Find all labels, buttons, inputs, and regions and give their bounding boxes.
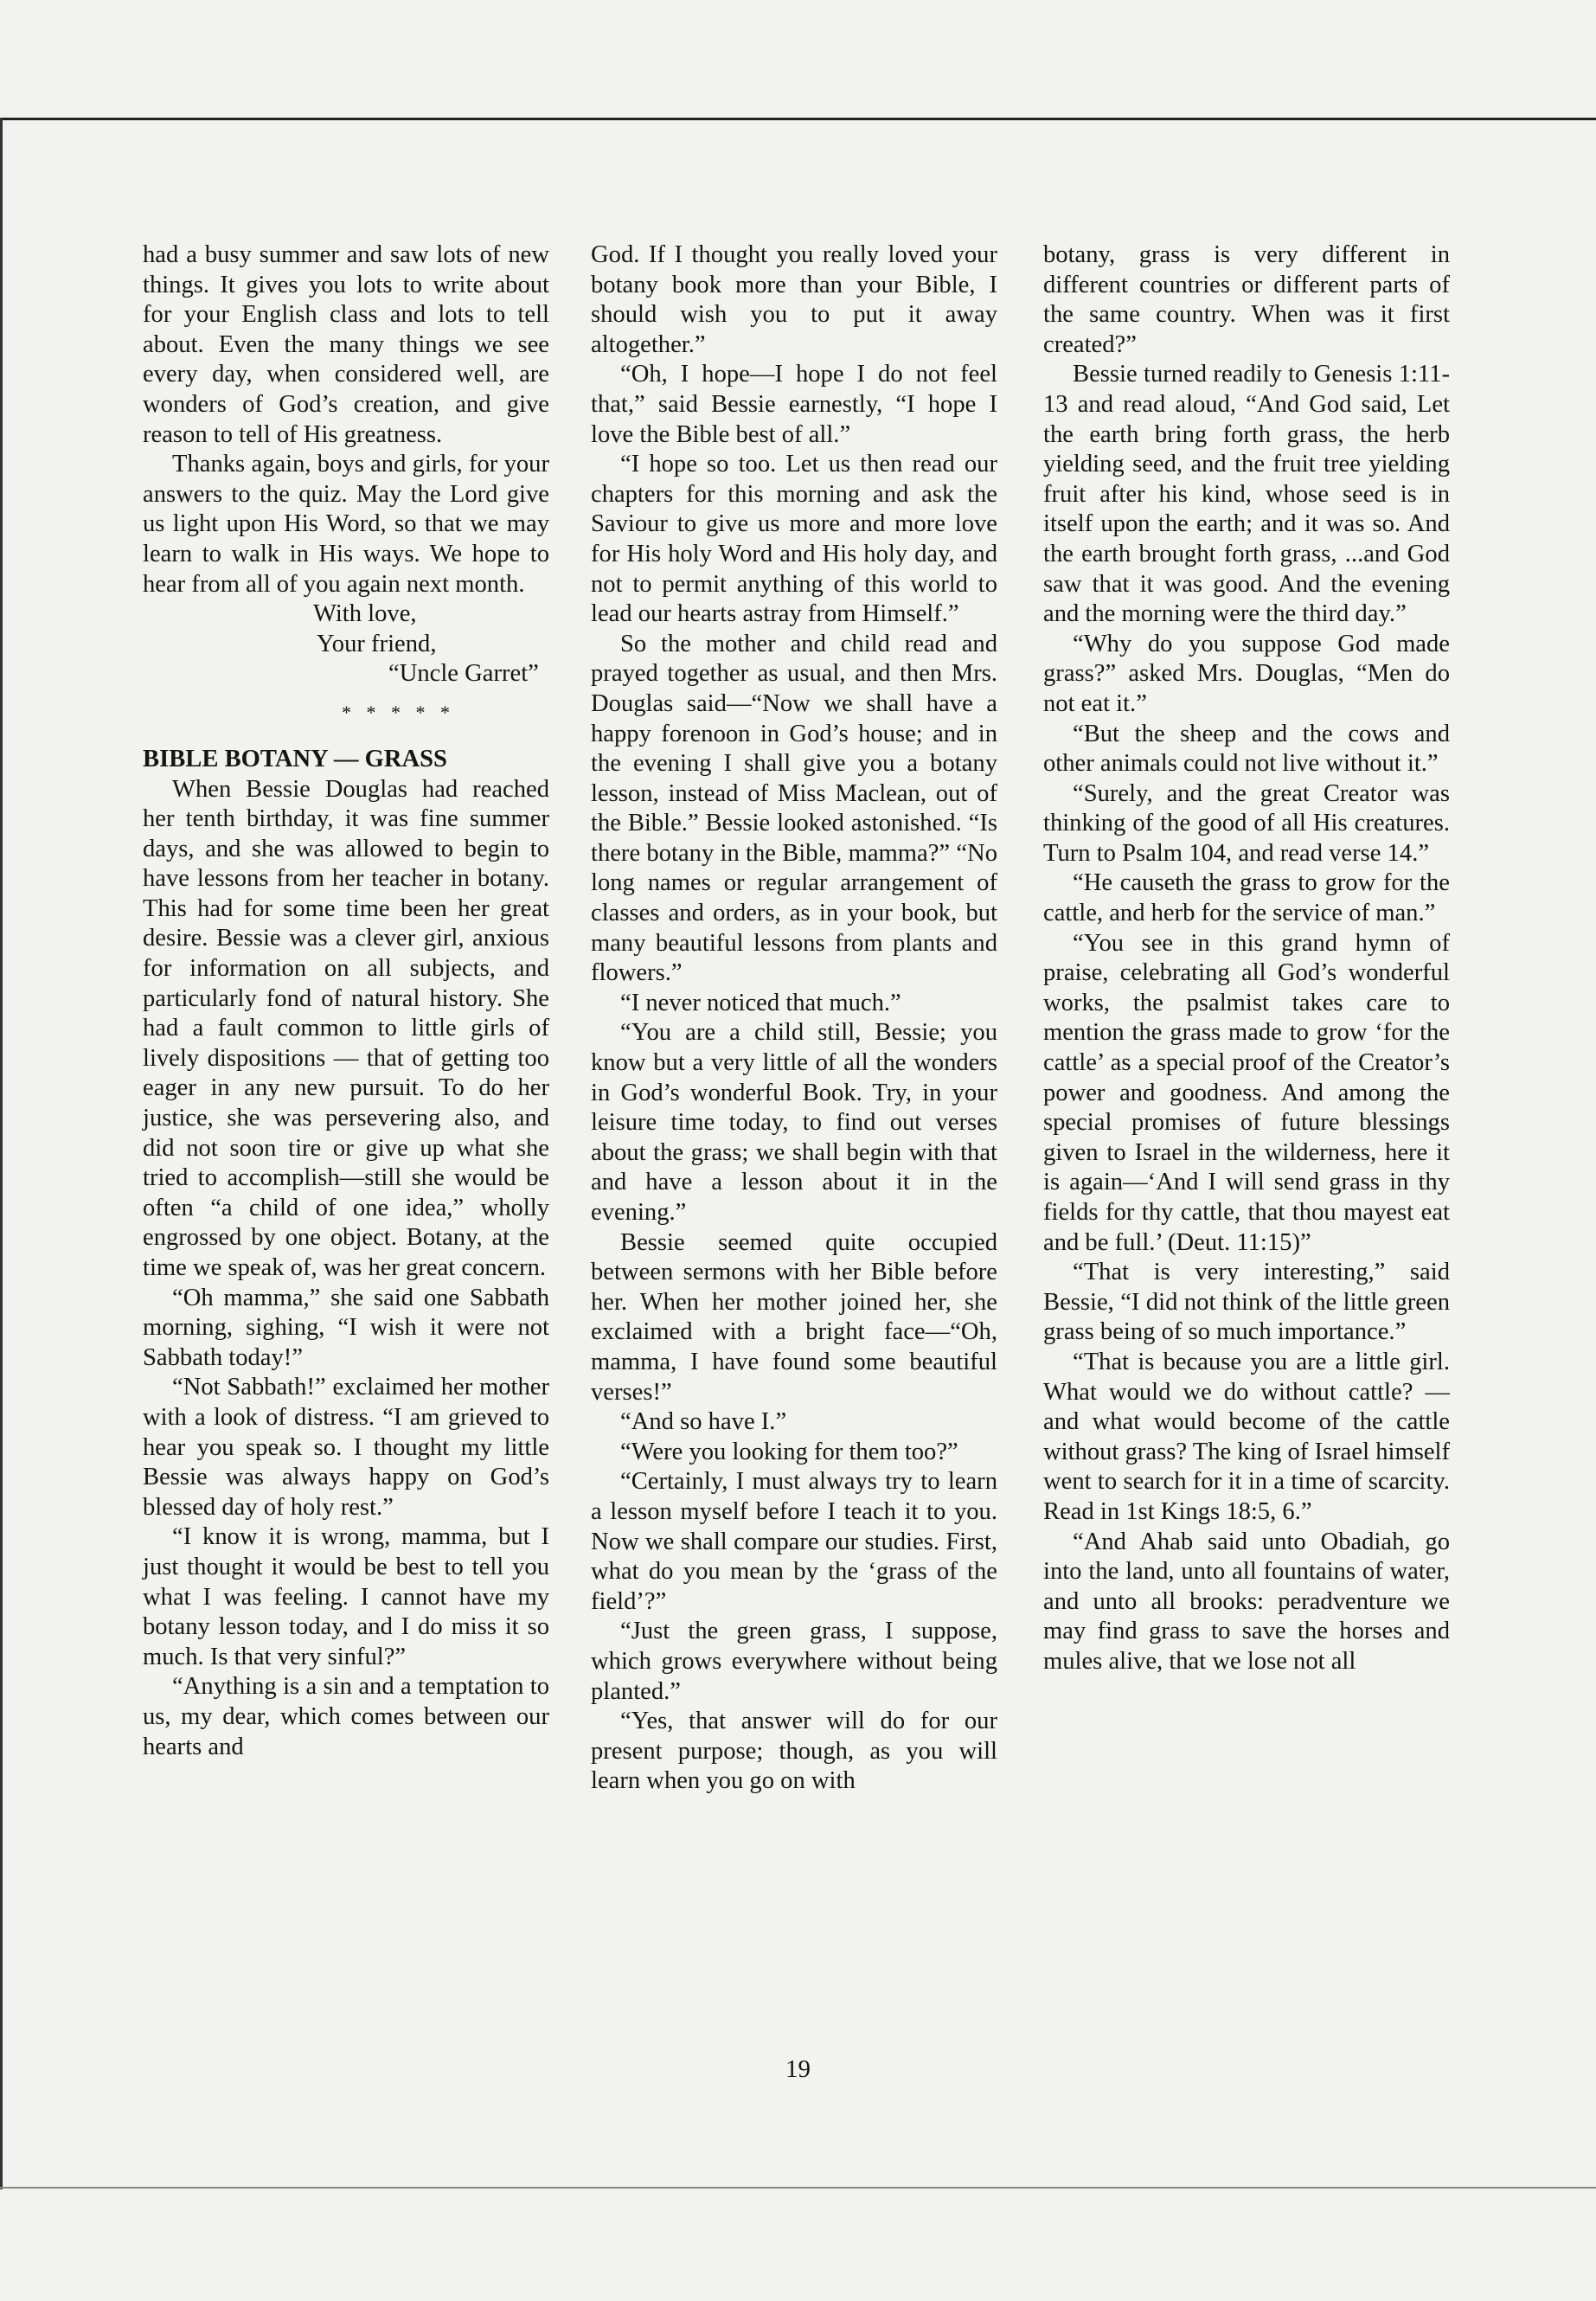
paragraph: God. If I thought you really loved your botany book more than your Bible, I should wish you to put it away altogether.”	[591, 241, 997, 358]
paragraph: Bessie seemed quite occupied between sermons with her Bible before her. When her mother joined her, she exclaimed with a bright face—“Oh, mamma, I have found some beautiful verses!”	[591, 1228, 997, 1406]
paragraph: “I know it is wrong, mamma, but I just thought it would be best to tell you what I was feeling. I cannot have my botany lesson today, and I do miss it so much. Is that very sinful?”	[143, 1523, 549, 1670]
text-column-1	[143, 240, 549, 1762]
page-edge-bottom	[0, 2187, 1596, 2189]
signoff-love: With love,	[313, 600, 417, 628]
paragraph: “Yes, that answer will do for our present purpose; though, as you will learn when you go on with	[591, 1708, 997, 1795]
page-edge-top	[0, 118, 1596, 120]
paragraph: “Oh mamma,” she said one Sabbath morning, sighing, “I wish it were not Sabbath today!”	[143, 1284, 549, 1371]
paragraph: “Were you looking for them too?”	[620, 1438, 958, 1465]
section-divider: * * * * *	[342, 701, 455, 723]
paragraph: “Anything is a sin and a temptation to us, my dear, which comes between our hearts and	[143, 1673, 549, 1760]
paragraph: So the mother and child read and prayed together as usual, and then Mrs. Douglas said—“Now we shall have a happy forenoon in God’s house; and in the evening I shall give you a botany lesson, instead of Miss Maclean, out of the Bible.” Bessie looked astonished. “Is there botany in the Bible, mamma?” “No long names or regular arrangement of classes and orders, as in your book, but many beautiful lessons from plants and flowers.”	[591, 630, 997, 987]
paragraph: “Why do you suppose God made grass?” asked Mrs. Douglas, “Men do not eat it.”	[1043, 630, 1450, 717]
paragraph: “I never noticed that much.”	[620, 989, 901, 1016]
paragraph: botany, grass is very different in different countries or different parts of the same country. When was it first created?”	[1043, 241, 1450, 358]
paragraph: “Oh, I hope—I hope I do not feel that,” said Bessie earnestly, “I hope I love the Bible best of all.”	[591, 361, 997, 448]
text-column-2	[591, 240, 997, 1797]
page-edge-left	[0, 118, 3, 2189]
paragraph: “That is because you are a little girl. What would we do without cattle? —and what would become of the cattle without grass? The king of Israel himself went to search for it in a time of scarcity. Read in 1st Kings 18:5, 6.”	[1043, 1348, 1450, 1525]
signoff-name: “Uncle Garret”	[388, 660, 539, 688]
paragraph: “He causeth the grass to grow for the cattle, and herb for the service of man.”	[1043, 869, 1450, 927]
paragraph: “You see in this grand hymn of praise, celebrating all God’s wonderful works, the psalmist takes care to mention the grass made to grow ‘for the cattle’ as a special proof of the Creator’s power and goodness. And among the special promises of future blessings given to Israel in the wilderness, here it is again—‘And I will send grass in thy fields for thy cattle, that thou mayest eat and be full.’ (Deut. 11:15)”	[1043, 929, 1450, 1256]
paragraph: “That is very interesting,” said Bessie, “I did not think of the little green grass being of so much importance.”	[1043, 1259, 1450, 1346]
paragraph: “I hope so too. Let us then read our chapters for this morning and ask the Saviour to give us more and more love for His holy Word and His holy day, and not to permit anything of this world to lead our hearts astray from Himself.”	[591, 451, 997, 628]
paragraph: “And Ahab said unto Obadiah, go into the land, unto all fountains of water, and unto all brooks: peradventure we may find grass to save the horses and mules alive, that we lose not all	[1043, 1528, 1450, 1675]
paragraph: had a busy summer and saw lots of new things. It gives you lots to write about for your English class and lots to tell about. Even the many things we see every day, when considered well, are wonders of God’s creation, and give reason to tell of His greatness.	[143, 241, 549, 448]
paragraph: “You are a child still, Bessie; you know but a very little of all the wonders in God’s wonderful Book. Try, in your leisure time today, to find out verses about the grass; we shall begin with that and have a lesson about it in the evening.”	[591, 1019, 997, 1226]
paragraph: “And so have I.”	[620, 1408, 787, 1436]
article-heading: BIBLE BOTANY — GRASS	[143, 745, 447, 772]
text-column-3	[1043, 240, 1450, 1677]
paragraph: “Just the green grass, I suppose, which grows everywhere without being planted.”	[591, 1618, 997, 1705]
page-number: 19	[785, 2055, 811, 2083]
paragraph: “Certainly, I must always try to learn a lesson myself before I teach it to you. Now we shall compare our studies. First, what do you mean by the ‘grass of the field’?”	[591, 1468, 997, 1615]
signoff-friend: Your friend,	[317, 630, 437, 657]
paragraph: Thanks again, boys and girls, for your answers to the quiz. May the Lord give us light upon His Word, so that we may learn to walk in His ways. We hope to hear from all of you again next month.	[143, 451, 549, 598]
paragraph: Bessie turned readily to Genesis 1:11-13 and read aloud, “And God said, Let the earth bring forth grass, the herb yielding seed, and the fruit tree yielding fruit after his kind, whose seed is in itself upon the earth; and it was so. And the earth brought forth grass, ...and God saw that it was good. And the evening and the morning were the third day.”	[1043, 361, 1450, 628]
paragraph: “But the sheep and the cows and other animals could not live without it.”	[1043, 720, 1450, 778]
paragraph: “Not Sabbath!” exclaimed her mother with a look of distress. “I am grieved to hear you speak so. I thought my little Bessie was always happy on God’s blessed day of holy rest.”	[143, 1374, 549, 1521]
paragraph: “Surely, and the great Creator was thinking of the good of all His creatures. Turn to Psalm 104, and read verse 14.”	[1043, 779, 1450, 867]
paragraph: When Bessie Douglas had reached her tenth birthday, it was fine summer days, and she was allowed to begin to have lessons from her teacher in botany. This had for some time been her great desire. Bessie was a clever girl, anxious for information on all subjects, and particularly fond of natural history. She had a fault common to little girls of lively dispositions — that of getting too eager in any new pursuit. To do her justice, she was persevering also, and did not soon tire or give up what she tried to accomplish—still she would be often “a child of one idea,” wholly engrossed by one object. Botany, at the time we speak of, was her great concern.	[143, 775, 549, 1281]
